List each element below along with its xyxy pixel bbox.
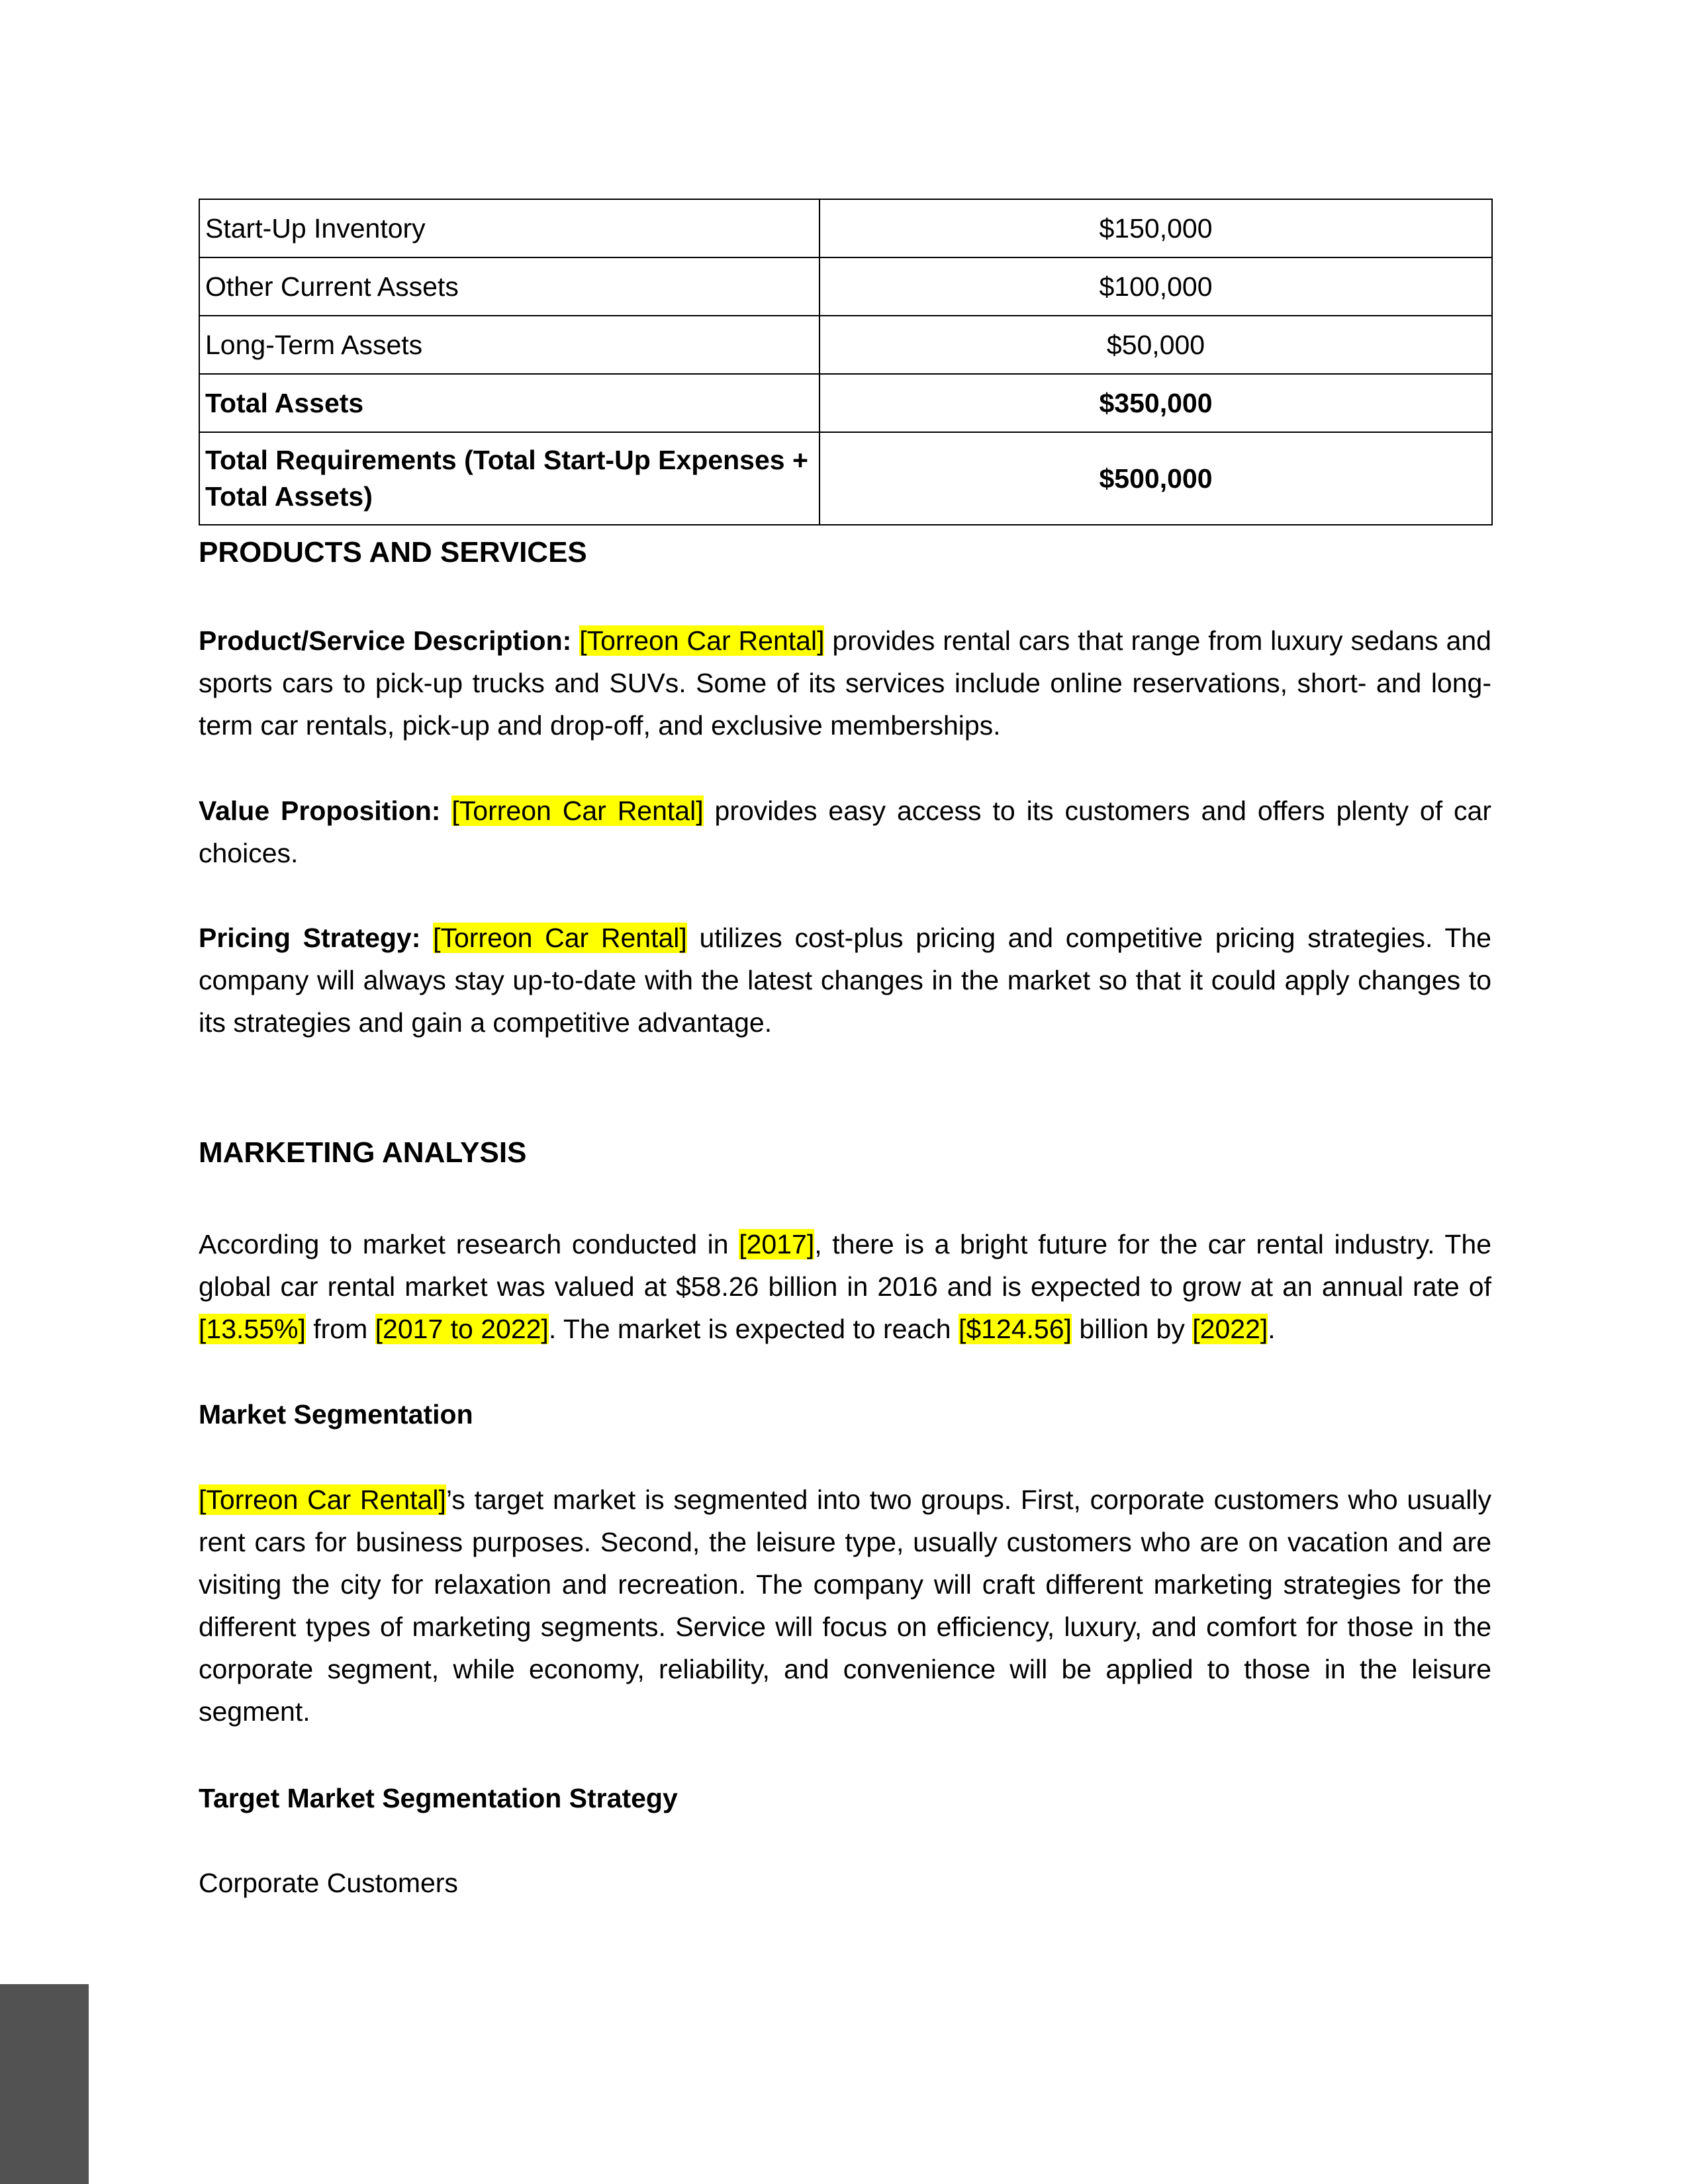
period-highlight: [2017 to 2022] [375, 1314, 549, 1344]
company-name-highlight: [Torreon Car Rental] [579, 625, 825, 656]
company-name-highlight: [Torreon Car Rental] [199, 1484, 446, 1515]
end-year-highlight: [2022] [1192, 1314, 1268, 1344]
row-label: Start-Up Inventory [199, 199, 820, 257]
growth-rate-highlight: [13.55%] [199, 1314, 306, 1344]
value-proposition-paragraph [199, 790, 1491, 874]
table-row [199, 199, 1492, 257]
row-label: Other Current Assets [199, 257, 820, 316]
row-amount: $50,000 [820, 316, 1492, 374]
market-text: , there is a bright future for the car rental industry. The global car rental market was valued at $58.26 billion in 2016 and is expected to grow at an annual rate of [199, 1229, 1491, 1302]
market-text: from [305, 1314, 375, 1344]
segmentation-text: ’s target market is segmented into two groups. First, corporate customers who usually rent cars for business purposes. Second, the leisure type, usually customers who are on vacation and are visiting the city for relaxation and recreation. The company will craft different marketing strategies for the different types of marketing segments. Service will focus on efficiency, luxury, and comfort for those in the corporate segment, while economy, reliability, and convenience will be applied to those in the leisure segment. [199, 1484, 1491, 1727]
market-text: billion by [1071, 1314, 1193, 1344]
market-value-highlight: [$124.56] [958, 1314, 1072, 1344]
product-description-paragraph [199, 619, 1491, 747]
row-amount: $350,000 [820, 374, 1492, 432]
value-proposition-label: Value Proposition: [199, 796, 441, 826]
year-highlight: [2017] [739, 1229, 815, 1259]
market-segmentation-heading: Market Segmentation [199, 1399, 473, 1430]
pricing-strategy-text: utilizes cost-plus pricing and competitive pricing strategies. The company will always stay up-to-date with the latest changes in the market so that it could apply changes to its strategies and gain a competitive advantage. [199, 923, 1491, 1038]
product-description-text: provides rental cars that range from luxury sedans and sports cars to pick-up trucks and SUVs. Some of its services include online reservations, short- and long-term car rentals, pick-up and drop-off, and exclusive memberships. [199, 625, 1491, 741]
products-heading: PRODUCTS AND SERVICES [199, 536, 587, 569]
row-label: Total Assets [199, 374, 820, 432]
target-strategy-heading: Target Market Segmentation Strategy [199, 1783, 678, 1813]
market-research-paragraph [199, 1223, 1491, 1350]
table-row-total-requirements [199, 432, 1492, 525]
product-description-label: Product/Service Description: [199, 625, 572, 656]
corporate-customers-label: Corporate Customers [199, 1868, 458, 1898]
startup-budget-table [199, 199, 1493, 525]
row-label: Long-Term Assets [199, 316, 820, 374]
row-amount: $150,000 [820, 199, 1492, 257]
pricing-strategy-paragraph [199, 917, 1491, 1044]
row-amount: $100,000 [820, 257, 1492, 316]
company-name-highlight: [Torreon Car Rental] [451, 796, 704, 826]
marketing-heading: MARKETING ANALYSIS [199, 1136, 527, 1169]
company-name-highlight: [Torreon Car Rental] [433, 923, 687, 953]
market-text: . The market is expected to reach [548, 1314, 959, 1344]
value-proposition-text: provides easy access to its customers and offers plenty of car choices. [199, 796, 1491, 868]
pricing-strategy-label: Pricing Strategy: [199, 923, 421, 953]
table-row [199, 257, 1492, 316]
market-segmentation-paragraph [199, 1479, 1491, 1733]
market-text: . [1268, 1314, 1276, 1344]
table-row [199, 316, 1492, 374]
row-label: Total Requirements (Total Start-Up Expenses + Total Assets) [199, 432, 820, 525]
row-amount: $500,000 [820, 432, 1492, 525]
table-row-total-assets [199, 374, 1492, 432]
page-side-bar [0, 1984, 89, 2184]
market-text: According to market research conducted in [199, 1229, 739, 1259]
